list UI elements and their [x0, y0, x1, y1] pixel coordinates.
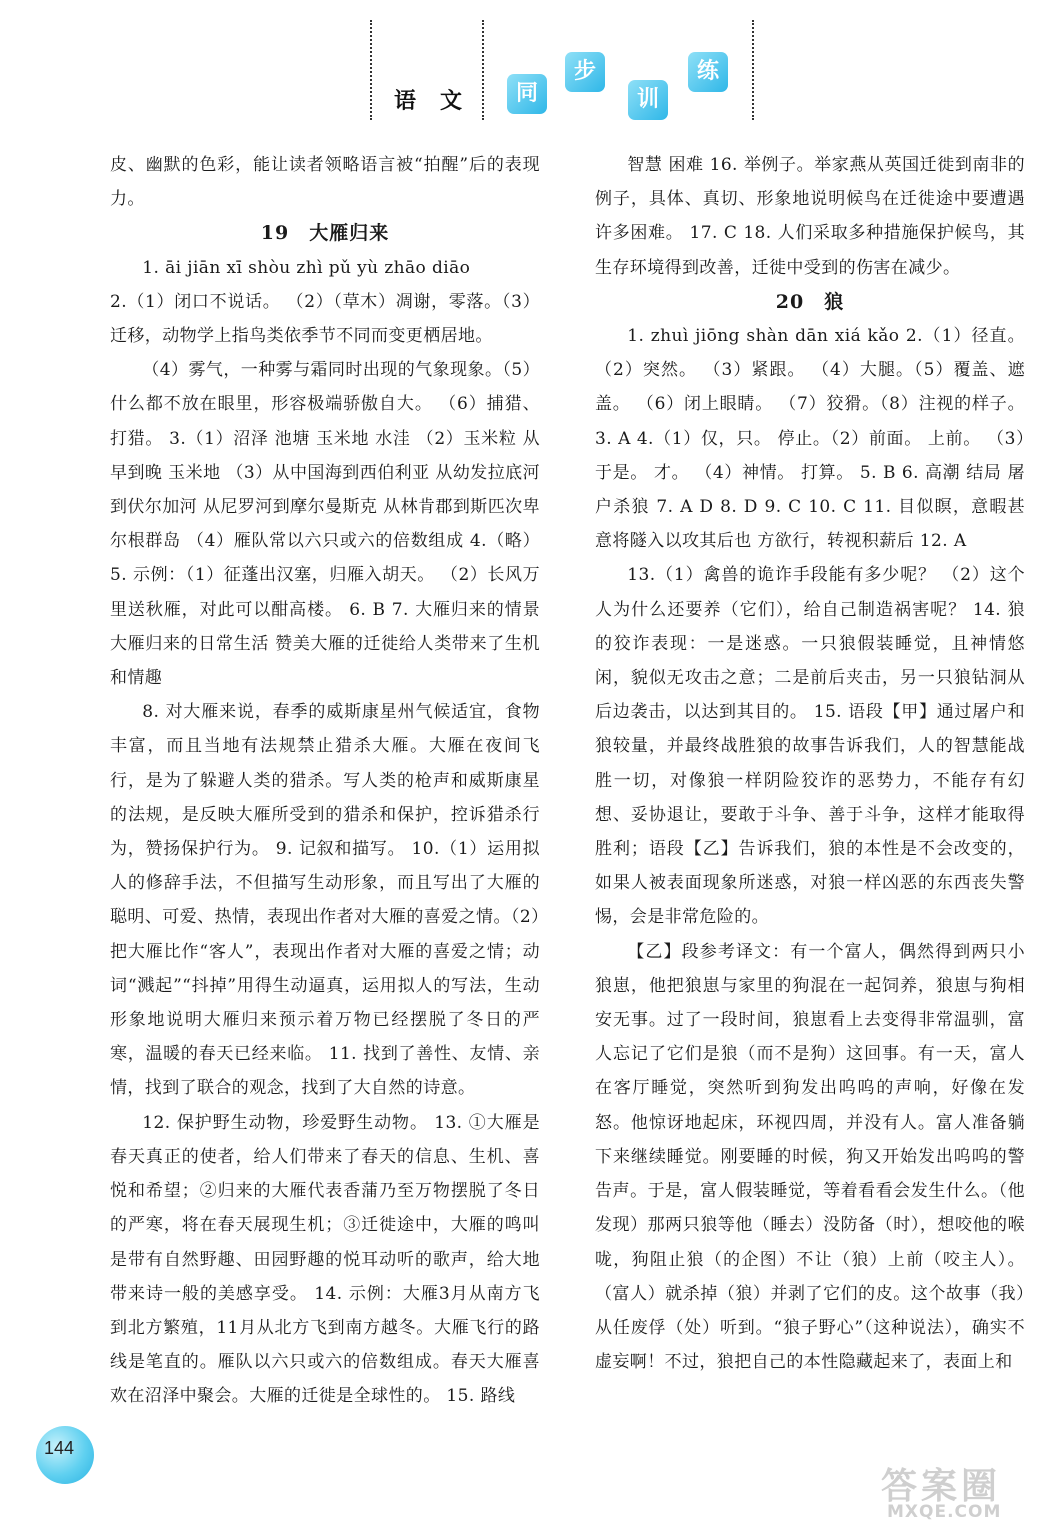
right-paragraph-4: 【乙】段参考译文：有一个富人，偶然得到两只小狼崽，他把狼崽与家里的狗混在一起饲养，狼崽与狗相安无事。过了一段时间，狼崽看上去变得非常温驯，富人忘记了它们是狼（而不是狗）这回事。有一天，富人在客厅睡觉，突然听到狗发出呜呜的声响，好像在发怒。他惊讶地起床，环视四周，并没有人。富人准备躺下来继续睡觉。刚要睡的时候，狗又开始发出呜呜的警告声。于是，富人假装睡觉，等着看看会发生什么。（他发现）那两只狼等他（睡去）没防备（时），想咬他的喉咙，狗阻止狼（的企图）不让（狼）上前（咬主人）。（富人）就杀掉（狼）并剥了它们的皮。这个故事（我）从任废俘（处）听到。“狼子野心”（这种说法），确实不虚妄啊！不过，狼把自己的本性隐藏起来了，表面上和 — [595, 941, 1025, 1373]
right-paragraph-1: 智慧 困难 16. 举例子。举家燕从英国迁徙到南非的例子，具体、真切、形象地说明候鸟在迁徙途中要遭遇许多困难。 17. C 18. 人们采取多种措施保护候鸟，其生存环境得到改善，迁徙中受到的伤害在减少。 — [595, 155, 1025, 278]
series-tile-2: 步 — [565, 52, 605, 92]
series-tile-3: 训 — [628, 80, 668, 120]
series-tile-4: 练 — [688, 52, 728, 92]
page-number: 144 — [44, 1438, 75, 1458]
subject-char-2: 文 — [440, 88, 463, 114]
right-paragraph-2: 1. zhuì jiōng shàn dān xiá kǎo 2.（1）径直。 （2）突然。 （3）紧跟。 （4）大腿。（5）覆盖、遮盖。 （6）闭上眼睛。 （7）狡猾。（8）注视的样子。 3. A 4.（1）仅，只。 停止。（2）前面。 上前。 （3）于是。 才。 （4）神情。 打算。 5. B 6. 高潮 结局 屠户杀狼 7. A D 8. D 9. C 10. C 11. 目似瞑，意暇甚 意将隧入以攻其后也 方欲行，转视积薪后 12. A — [595, 326, 1031, 552]
right-paragraph-3: 13.（1）禽兽的诡诈手段能有多少呢？ （2）这个人为什么还要养（它们），给自己制造祸害呢？ 14. 狼的狡诈表现：一是迷惑。一只狼假装睡觉，且神情悠闲，貌似无攻击之意；二是前后夹击，另一只狼钻洞从后边袭击，以达到其目的。 15. 语段【甲】通过屠户和狼较量，并最终战胜狼的故事告诉我们，人的智慧能战胜一切，对像狼一样阴险狡诈的恶势力，不能存有幻想、妥协退让，要敢于斗争、善于斗争，这样才能取得胜利；语段【乙】告诉我们，狼的本性是不会改变的，如果人被表面现象所迷惑，对狼一样凶恶的东西丧失警惕，会是非常危险的。 — [595, 565, 1025, 928]
page-header — [0, 0, 1057, 130]
watermark-logo-text: 答案圈 — [881, 1466, 1002, 1507]
watermark-domain: MXQE.COM — [887, 1502, 1002, 1522]
left-paragraph-3: 2.（1）闭口不说话。 （2）（草木）凋谢，零落。（3）迁移，动物学上指鸟类依季节不同而变更栖居地。 — [110, 291, 540, 347]
left-paragraph-1: 皮、幽默的色彩，能让读者领略语言被“拍醒”后的表现力。 — [110, 155, 540, 210]
answer-column-right — [595, 148, 1031, 1379]
subject-char-1: 语 — [394, 88, 417, 114]
header-divider-mid — [482, 20, 484, 120]
left-paragraph-4: （4）雾气，一种雾与霜同时出现的气象现象。（5）什么都不放在眼里，形容极端骄傲自大。 （6）捕猎、打猎。 3.（1）沼泽 池塘 玉米地 水洼 （2）玉米粒 从早到晚 玉米地 （3）从中国海到西伯利亚 从幼发拉底河到伏尔加河 从尼罗河到摩尔曼斯克 从林肯郡到斯匹次卑尔根群岛 （4）雁队常以六只或六的倍数组成 4.（略） 5. 示例：（1）征蓬出汉塞，归雁入胡天。 （2）长风万里送秋雁，对此可以酣高楼。 6. B 7. 大雁归来的情景 大雁归来的日常生活 赞美大雁的迁徙给人类带来了生机和情趣 — [110, 360, 546, 689]
answer-column-left — [110, 148, 546, 1414]
left-paragraph-2: 1. āi jiān xī shòu zhì pǔ yù zhāo diāo — [142, 257, 471, 278]
left-paragraph-6: 12. 保护野生动物，珍爱野生动物。 13. ①大雁是春天真正的使者，给人们带来了春天的信息、生机、喜悦和希望；②归来的大雁代表香蒲乃至万物摆脱了冬日的严寒，将在春天展现生机；③迁徙途中，大雁的鸣叫是带有自然野趣、田园野趣的悦耳动听的歌声，给大地带来诗一般的美感享受。 14. 示例：大雁3月从南方飞到北方繁殖，11月从北方飞到南方越冬。大雁飞行的路线是笔直的。雁队以六只或六的倍数组成。春天大雁喜欢在沼泽中聚会。大雁的迁徙是全球性的。 15. 路线 — [110, 1112, 540, 1407]
watermark — [881, 1458, 1031, 1528]
header-divider-right — [752, 20, 754, 120]
left-paragraph-5: 8. 对大雁来说，春季的威斯康星州气候适宜，食物丰富，而且当地有法规禁止猎杀大雁。大雁在夜间飞行，是为了躲避人类的猎杀。写人类的枪声和威斯康星的法规，是反映大雁所受到的猎杀和保护，控诉猎杀行为，赞扬保护行为。 9. 记叙和描写。 10.（1）运用拟人的修辞手法，不但描写生动形象，而且写出了大雁的聪明、可爱、热情，表现出作者对大雁的喜爱之情。（2）把大雁比作“客人”，表现出作者对大雁的喜爱之情；动词“溅起”“抖掉”用得生动逼真，运用拟人的写法，生动形象地说明大雁归来预示着万物已经摆脱了冬日的严寒，温暖的春天已经来临。 11. 找到了善性、友情、亲情，找到了联合的观念，找到了大自然的诗意。 — [110, 702, 540, 1099]
section-title-19: 19 大雁归来 — [260, 222, 390, 245]
header-divider-left — [370, 20, 372, 120]
series-tile-1: 同 — [507, 74, 547, 114]
section-title-20: 20 狼 — [775, 290, 845, 313]
